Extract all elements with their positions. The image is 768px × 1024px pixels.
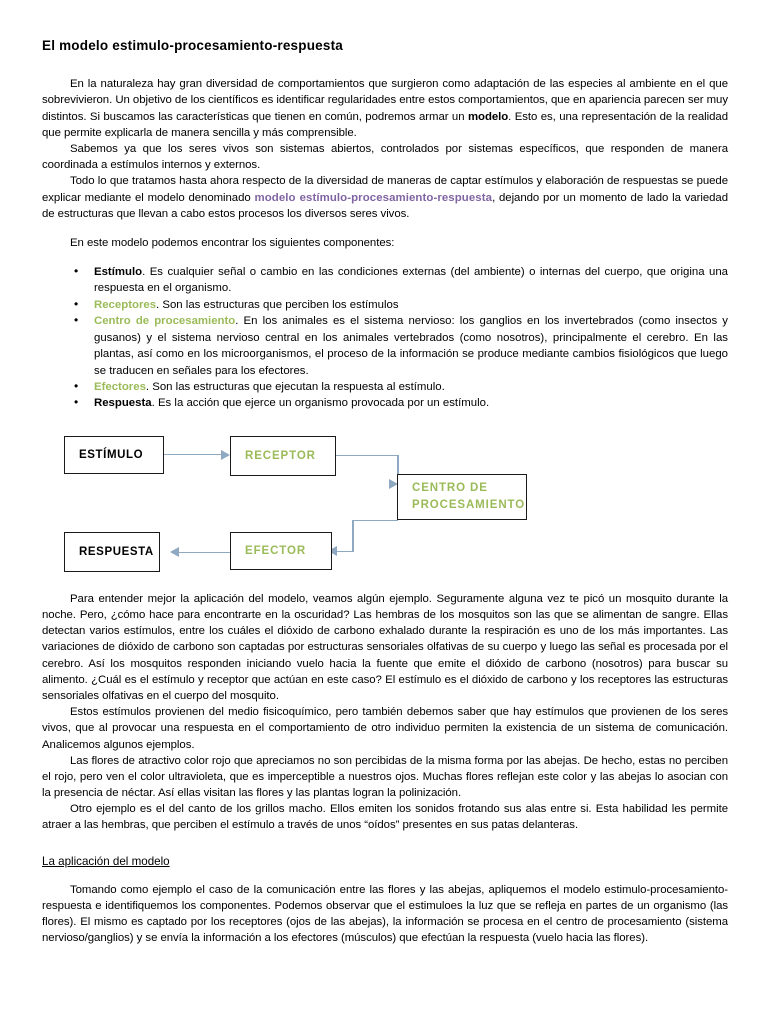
list-item (42, 395, 728, 411)
paragraph-living-stimuli: Estos estímulos provienen del medio fisicoquímico, pero también debemos saber que hay estímulos que provienen de los seres vivos, que al provocar una respuesta en el comportamiento de otro individuo permiten la existencia de un sistema de comunicación. Analicemos algunos ejemplos. (42, 706, 728, 751)
paragraph-intro-3-part-b: , dejando por un momento de lado la variedad de estructuras que llevan a cabo estos procesos los diversos seres vivos. (42, 191, 729, 220)
component-description: . Son las estructuras que perciben los estímulos (156, 298, 399, 311)
paragraph-intro-1-part-b: . Esto es, una representación de la realidad que permite explicarla de manera sencilla y más comprensible. (42, 110, 728, 139)
paragraph-intro-3-part-a: Todo lo que tratamos hasta ahora respecto de la diversidad de maneras de captar estímulos y elaboración de respuestas se puede explicar mediante el modelo denominado (42, 175, 728, 204)
diagram-node-receptor (230, 436, 336, 476)
list-item (42, 313, 728, 379)
diagram-node-efector (230, 532, 332, 570)
diagram-node-label: ESTÍMULO (79, 448, 144, 461)
connector-centro-into-efector (335, 551, 353, 553)
diagram-node-centro-de-procesamiento (397, 474, 527, 520)
paragraph-mosquito-example: Para entender mejor la aplicación del modelo, veamos algún ejemplo. Seguramente alguna vez te picó un mosquito durante la noche. Pero, ¿cómo hace para encontrarte en la oscuridad? Las hembras de los mosquitos son las que se alimentan de sangre. Ellas detectan varios estímulos, entre los cuáles el dióxido de carbono exhalado durante la respiración es uno de los más importantes. Las variaciones de dióxido de carbono son captadas por estructuras sensoriales olfativas de su cuerpo y luego las señal es procesada por el cerebro. Así los mosquitos responden iniciando vuelo hacia la fuente que emite el dióxido de carbono (nosotros) para buscar su alimento. ¿Cuál es el estímulo y receptor que actúan en este caso? El estímulo es el dióxido de carbono y los receptores las estructuras sensoriales olfativas en el cuerpo del mosquito. (42, 592, 728, 702)
diagram-node-label-wrapper (412, 480, 525, 513)
arrowhead-icon-to-receptor (221, 450, 230, 460)
component-term: Estímulo (94, 266, 143, 279)
paragraph-intro-1-part-a: En la naturaleza hay gran diversidad de comportamientos que surgieron como adaptación de las especies al ambiente en el que sobrevivieron. Un objetivo de los científicos es identificar regularidades entre estos comportamientos, que en apariencia parecen ser muy distintos. Si buscamos las características que tienen en común, podremos armar un (42, 78, 728, 123)
highlight-model-name: modelo estímulo-procesamiento-respuesta (254, 191, 493, 204)
component-description: . En los animales es el sistema nervioso: los ganglios en los invertebrados (como insectos y gusanos) y el sistema nervioso central en los animales vertebrados (como nosotros), principalmente el cerebro. En las plantas, así como en los microorganismos, el proceso de la información se produce mediante cambios fisiológicos que luego se traducen en señales para los efectores. (94, 315, 728, 377)
paragraph-components-lead: En este modelo podemos encontrar los siguientes componentes: (70, 236, 395, 249)
inline-bold-modelo: modelo (467, 110, 509, 123)
component-term: Centro de procesamiento (94, 315, 236, 328)
list-item (42, 379, 728, 395)
list-item (42, 264, 728, 297)
paragraph-intro-1 (42, 76, 728, 141)
model-flow-diagram (42, 432, 728, 582)
connector-efector-respuesta (177, 552, 231, 554)
arrowhead-icon-to-respuesta (170, 547, 179, 557)
diagram-node-label: RESPUESTA (79, 545, 154, 558)
paragraph-model-application: Tomando como ejemplo el caso de la comunicación entre las flores y las abejas, apliquemos el modelo estimulo-procesamiento-respuesta e identifiquemos los componentes. Podemos observar que el estimuloes la luz que se refleja en partes de un organismo (las flores). El mismo es captado por los receptores (ojos de las abejas), la información se procesa en el centro de procesamiento (sistema nervioso/ganglios) y se envía la información a los efectores (músculos) que efectúan la respuesta (vuelo hacia las flores). (42, 883, 728, 945)
connector-receptor-out (336, 455, 398, 457)
list-item (42, 297, 728, 313)
diagram-node-respuesta (64, 532, 160, 572)
paragraph-intro-2: Sabemos ya que los seres vivos son sistemas abiertos, controlados por sistemas específicos, que responden de manera coordinada a estímulos internos y externos. (42, 142, 728, 172)
component-term: Efectores (94, 381, 146, 394)
page-title: El modelo estimulo-procesamiento-respuesta (42, 38, 343, 53)
component-description: . Es cualquier señal o cambio en las condiciones externas (del ambiente) o internas del cuerpo, que origina una respuesta en el organismo. (94, 266, 728, 295)
diagram-node-label-line1: CENTRO DE (412, 482, 488, 495)
paragraph-flowers-bees: Las flores de atractivo color rojo que apreciamos no son percibidas de la misma forma por las abejas. De hecho, estas no perciben el rojo, pero ven el color ultravioleta, que es imperceptible a nuestros ojos. Muchas flores reflejan este color y las abejas lo asocian con la presencia de néctar. Así ellas visitan las flores y las plantas logran la polinización. (42, 754, 728, 800)
section-subheading: La aplicación del modelo (42, 854, 170, 868)
component-term: Receptores (94, 298, 157, 311)
component-term: Respuesta (94, 397, 152, 410)
diagram-node-label-line2: PROCESAMIENTO (412, 498, 526, 511)
component-description: . Es la acción que ejerce un organismo provocada por un estímulo. (151, 397, 490, 410)
diagram-node-estimulo (64, 436, 164, 474)
component-description: . Son las estructuras que ejecutan la respuesta al estímulo. (145, 381, 445, 394)
diagram-node-label: EFECTOR (245, 544, 307, 557)
paragraph-crickets: Otro ejemplo es el del canto de los grillos macho. Ellos emiten los sonidos frotando sus alas entre si. Esta habilidad les permite atraer a las hembras, que perciben el estímulo a través de unos “oídos” presentes en sus patas delanteras. (42, 803, 728, 832)
connector-estimulo-receptor (164, 454, 222, 456)
paragraph-intro-3 (42, 173, 728, 222)
components-list (42, 264, 728, 412)
connector-centro-down (352, 520, 354, 552)
connector-centro-out (352, 520, 398, 522)
diagram-node-label: RECEPTOR (245, 449, 316, 462)
